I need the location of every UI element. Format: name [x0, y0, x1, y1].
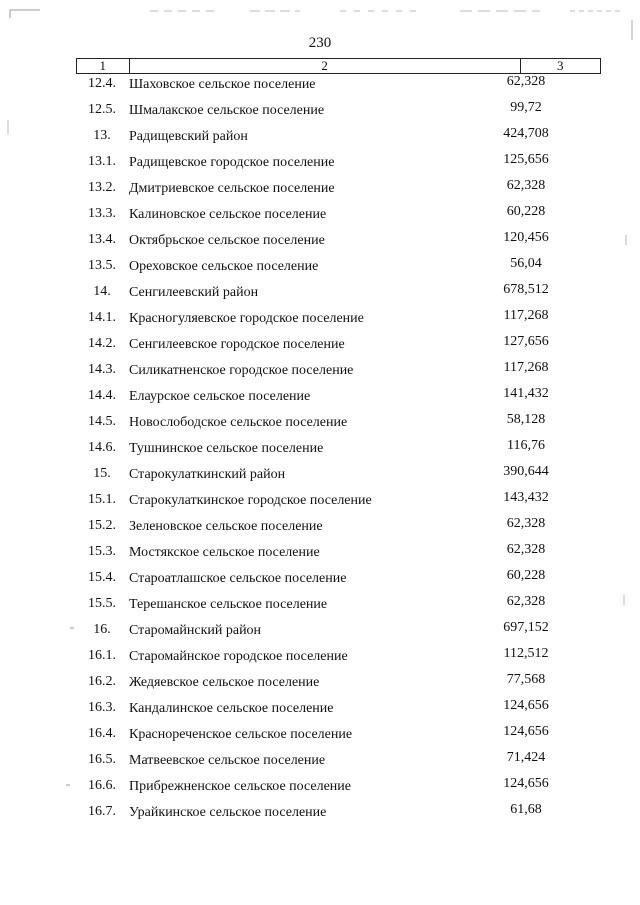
- row-value: 62,328: [506, 178, 546, 193]
- row-number: 15.3.: [88, 544, 116, 559]
- row-number: 13.2.: [88, 180, 116, 195]
- row-number: 16.7.: [88, 804, 116, 819]
- settlement-name: Радищевский район: [129, 129, 248, 144]
- page-number: 230: [308, 35, 332, 51]
- table-row: [76, 410, 601, 436]
- row-value: 56,04: [510, 256, 542, 271]
- table-row: [76, 748, 601, 774]
- row-value: 117,268: [503, 360, 549, 375]
- row-number: 13.5.: [88, 258, 116, 273]
- row-value: 58,128: [506, 412, 546, 427]
- header-col-3: 3: [557, 58, 564, 73]
- settlement-name: Сенгилеевское городское поселение: [129, 337, 345, 352]
- settlement-name: Старомайнский район: [129, 623, 262, 638]
- row-value: 124,656: [503, 776, 549, 791]
- row-number: 16.6.: [88, 778, 116, 793]
- table-row: [76, 800, 601, 826]
- row-number: 12.4.: [88, 76, 116, 91]
- row-value: 124,656: [503, 698, 549, 713]
- table-row: [76, 202, 601, 228]
- table-row: [76, 332, 601, 358]
- row-number: 16.5.: [88, 752, 116, 767]
- settlement-name: Старокулаткинский район: [129, 467, 286, 482]
- table-row: [76, 488, 601, 514]
- settlement-name: Тушнинское сельское поселение: [129, 441, 324, 456]
- table-row: [76, 618, 601, 644]
- header-col-1: 1: [77, 59, 130, 73]
- settlement-name: Ореховское сельское поселение: [129, 259, 319, 274]
- settlement-name: Красногуляевское городское поселение: [129, 311, 364, 326]
- row-number: 16.: [93, 622, 111, 637]
- row-number: 14.3.: [88, 362, 116, 377]
- table-body: [76, 72, 601, 826]
- settlement-name: Елаурское сельское поселение: [129, 389, 311, 404]
- row-value: 141,432: [503, 386, 549, 401]
- table-row: [76, 514, 601, 540]
- table-row: [76, 722, 601, 748]
- settlement-name: Урайкинское сельское поселение: [129, 805, 327, 820]
- row-number: 14.: [93, 284, 111, 299]
- row-number: 13.4.: [88, 232, 116, 247]
- row-value: 60,228: [506, 568, 546, 583]
- settlement-name: Радищевское городское поселение: [129, 155, 335, 170]
- table-row: [76, 98, 601, 124]
- row-value: 99,72: [510, 100, 542, 115]
- row-number: 14.4.: [88, 388, 116, 403]
- row-number: 12.5.: [88, 102, 116, 117]
- table-row: [76, 176, 601, 202]
- table-row: [76, 592, 601, 618]
- row-value: 112,512: [503, 646, 549, 661]
- row-number: 13.1.: [88, 154, 116, 169]
- table-row: [76, 670, 601, 696]
- row-number: 14.6.: [88, 440, 116, 455]
- row-value: 62,328: [506, 74, 546, 89]
- row-value: 117,268: [503, 308, 549, 323]
- row-number: 15.1.: [88, 492, 116, 507]
- row-value: 424,708: [503, 126, 549, 141]
- settlement-name: Мостякское сельское поселение: [129, 545, 320, 560]
- table-row: [76, 306, 601, 332]
- row-value: 61,68: [510, 802, 542, 817]
- settlement-name: Терешанское сельское поселение: [129, 597, 328, 612]
- settlement-name: Матвеевское сельское поселение: [129, 753, 326, 768]
- table-row: [76, 384, 601, 410]
- row-value: 77,568: [506, 672, 546, 687]
- row-value: 120,456: [503, 230, 549, 245]
- row-number: 16.2.: [88, 674, 116, 689]
- settlement-name: Сенгилеевский район: [129, 285, 259, 300]
- settlement-name: Калиновское сельское поселение: [129, 207, 327, 222]
- row-value: 390,644: [503, 464, 549, 479]
- table-row: [76, 280, 601, 306]
- table-row: [76, 462, 601, 488]
- row-value: 143,432: [503, 490, 549, 505]
- row-value: 116,76: [507, 438, 545, 453]
- header-col-2: 2: [130, 59, 521, 73]
- row-number: 14.1.: [88, 310, 116, 325]
- row-number: 14.2.: [88, 336, 116, 351]
- table-row: [76, 540, 601, 566]
- table-row: [76, 254, 601, 280]
- table-row: [76, 436, 601, 462]
- row-value: 62,328: [506, 542, 546, 557]
- table-row: [76, 644, 601, 670]
- settlement-name: Силикатненское городское поселение: [129, 363, 354, 378]
- row-value: 62,328: [506, 594, 546, 609]
- row-number: 16.1.: [88, 648, 116, 663]
- row-number: 15.2.: [88, 518, 116, 533]
- row-value: 71,424: [506, 750, 546, 765]
- settlement-name: Октябрьское сельское поселение: [129, 233, 325, 248]
- table-row: [76, 774, 601, 800]
- row-value: 697,152: [503, 620, 549, 635]
- settlement-name: Дмитриевское сельское поселение: [129, 181, 335, 196]
- settlement-name: Старокулаткинское городское поселение: [129, 493, 372, 508]
- row-number: 15.: [93, 466, 111, 481]
- table-row: [76, 72, 601, 98]
- settlement-name: Староатлашское сельское поселение: [129, 571, 347, 586]
- row-value: 678,512: [503, 282, 549, 297]
- settlement-name: Кандалинское сельское поселение: [129, 701, 334, 716]
- row-value: 62,328: [506, 516, 546, 531]
- table-row: [76, 228, 601, 254]
- row-value: 124,656: [503, 724, 549, 739]
- table-row: [76, 358, 601, 384]
- settlement-name: Жедяевское сельское поселение: [129, 675, 320, 690]
- row-number: 13.3.: [88, 206, 116, 221]
- settlement-name: Зеленовское сельское поселение: [129, 519, 323, 534]
- settlement-name: Новослободское сельское поселение: [129, 415, 348, 430]
- row-value: 60,228: [506, 204, 546, 219]
- row-number: 15.4.: [88, 570, 116, 585]
- table-row: [76, 696, 601, 722]
- settlement-name: Шаховское сельское поселение: [129, 77, 316, 92]
- settlement-name: Шмалакское сельское поселение: [129, 103, 325, 118]
- row-value: 125,656: [503, 152, 549, 167]
- settlement-name: Краснореченское сельское поселение: [129, 727, 353, 742]
- table-row: [76, 124, 601, 150]
- settlement-name: Старомайнское городское поселение: [129, 649, 348, 664]
- row-number: 13.: [93, 128, 111, 143]
- row-number: 16.4.: [88, 726, 116, 741]
- row-number: 16.3.: [88, 700, 116, 715]
- table-row: [76, 150, 601, 176]
- row-value: 127,656: [503, 334, 549, 349]
- row-number: 14.5.: [88, 414, 116, 429]
- settlement-name: Прибрежненское сельское поселение: [129, 779, 351, 794]
- row-number: 15.5.: [88, 596, 116, 611]
- table-row: [76, 566, 601, 592]
